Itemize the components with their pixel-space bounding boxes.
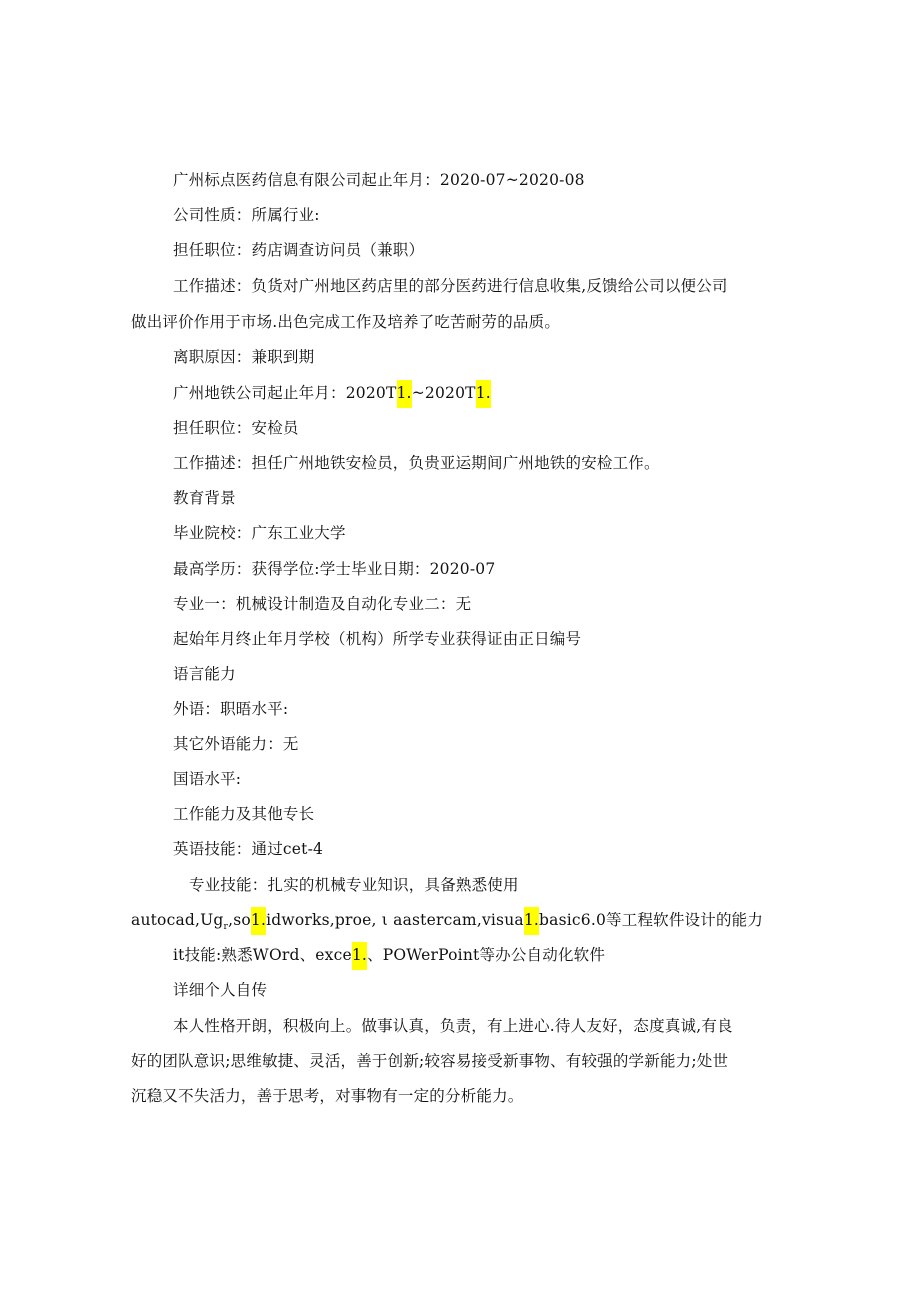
education-degree-line: 最高学历：获得学位:学士毕业日期：2020-07: [173, 560, 496, 578]
language-other-line: 其它外语能力：无: [173, 735, 299, 753]
education-school-line: 毕业院校：广东工业大学: [173, 524, 346, 542]
job2-description-line: 工作描述：担任广州地铁安检员，负贵亚运期间广州地铁的安检工作。: [173, 454, 660, 472]
job1-company-line: 广州标点医药信息有限公司起止年月：2020-07~2020-08: [173, 171, 585, 189]
skills-heading: 工作能力及其他专长: [173, 805, 315, 823]
skills-it-line: [173, 945, 605, 965]
language-mandarin-line: 国语水平:: [173, 770, 242, 788]
bio-line-3: 沉稳又不失活力，善于思考，对事物有一定的分析能力。: [131, 1087, 524, 1105]
language-heading: 语言能力: [173, 665, 236, 683]
highlight-mark: 1.: [352, 942, 367, 970]
education-heading: 教育背景: [173, 489, 236, 507]
job1-description-line-1: 工作描述：负货对广州地区药店里的部分医药进行信息收集,反馈给公司以便公司: [173, 277, 728, 295]
highlight-mark: 1.: [251, 907, 266, 935]
skills-english-line: 英语技能：通过cet-4: [173, 840, 324, 858]
skills-text-c: idworks,proe, ι aastercam,visua: [266, 911, 524, 929]
bio-heading: 详细个人自传: [173, 981, 268, 999]
skills-text-b: ,so: [228, 911, 251, 929]
skills-professional-line-1: 专业技能：扎实的机械专业知识，具备熟悉使用: [189, 876, 519, 894]
highlight-mark: 1.: [397, 380, 412, 408]
skills-subscript: r: [223, 922, 229, 933]
highlight-mark: 1.: [476, 380, 491, 408]
skills-it-text-a: it技能:熟悉WOrd、exce: [173, 946, 352, 964]
skills-text-d: basic6.0等工程软件设计的能力: [539, 911, 764, 929]
job2-position-line: 担任职位：安检员: [173, 419, 299, 437]
job1-leave-reason-line: 离职原因：兼职到期: [173, 348, 315, 366]
bio-line-1: 本人性格开朗，积极向上。做事认真，负责，有上进心.待人友好，态度真诚,有良: [173, 1017, 733, 1035]
job2-company-text-b: ~2020T: [411, 384, 476, 402]
education-major-line: 专业一：机械设计制造及自动化专业二：无: [173, 595, 472, 613]
skills-professional-line-2: [131, 910, 763, 937]
job2-company-text-a: 广州地铁公司起止年月：2020T: [173, 384, 397, 402]
bio-line-2: 好的团队意识;思维敏捷、灵活，善于创新;较容易接受新事物、有较强的学新能力;处世: [131, 1052, 729, 1070]
job2-company-line: [173, 383, 491, 403]
skills-it-text-b: 、POWerPoint等办公自动化软件: [367, 946, 606, 964]
education-table-header-line: 起始年月终止年月学校（机构）所学专业获得证由正日编号: [173, 630, 582, 648]
highlight-mark: 1.: [524, 907, 539, 935]
job1-nature-line: 公司性质：所属行业:: [173, 206, 320, 224]
job1-position-line: 担任职位：药店调查访问员（兼职）: [173, 241, 425, 259]
job1-description-line-2: 做出评价作用于市场.出色完成工作及培养了吃苦耐劳的品质。: [131, 313, 561, 331]
skills-text-a: autocad,Ug: [131, 911, 224, 929]
language-foreign-line: 外语：职晤水平:: [173, 700, 289, 718]
